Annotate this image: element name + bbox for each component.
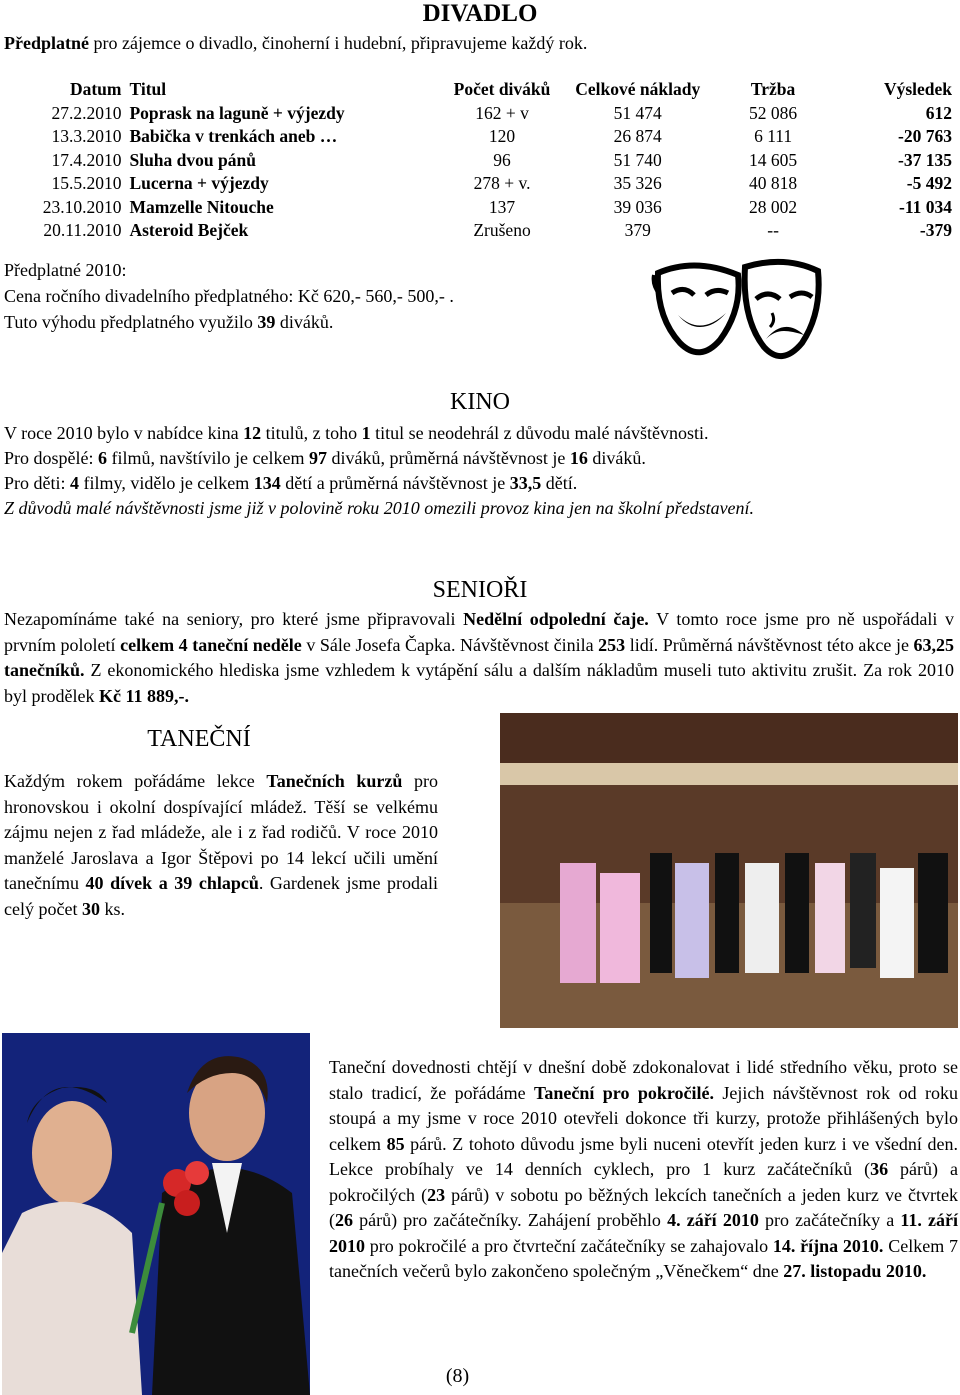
cinema-line-1: V roce 2010 bylo v nabídce kina 12 titulů, z toho 1 titul se neodehrál z důvodu malé návštěvnosti. xyxy=(4,423,709,443)
cell-revenue: 28 002 xyxy=(749,196,798,217)
seniors-paragraph: Nezapomínáme také na seniory, pro které jsme připravovali Nedělní odpolední čaje. V tomto roce jsme pro ně uspořádali v prvním pololetí celkem 4 taneční neděle v Sále Josefa Čapka. Návštěvnost činila 253 lidí. Průměrná návštěvnost této akce je 63,25 tanečníků. Z ekonomického hlediska jsme vzhledem k vytápění sálu a dalším nákladům museli tuto aktivitu zrušit. Za rok 2010 byl prodělek Kč 11 889,-. xyxy=(4,609,955,706)
header-result: Výsledek xyxy=(883,79,952,99)
header-date: Datum xyxy=(69,79,122,99)
cell-revenue: 6 111 xyxy=(754,126,793,146)
cell-date: 23.10.2010 xyxy=(42,196,122,217)
cell-costs: 26 874 xyxy=(613,126,662,146)
theatre-intro-text: pro zájemce o divadlo, činoherní i hudební, připravujeme každý rok. xyxy=(89,33,588,53)
cell-date: 17.4.2010 xyxy=(51,149,122,170)
cell-title: Asteroid Bejček xyxy=(129,220,249,240)
cell-viewers: 278 + v. xyxy=(473,173,531,193)
header-revenue: Tržba xyxy=(750,79,796,99)
subscription-title: Předplatné 2010: xyxy=(4,260,127,280)
dance-paragraph-1: Každým rokem pořádáme lekce Tanečních kurzů pro hronovskou i okolní dospívající mládež. Těší se velkému zájmu nejen z řad mládeže, ale i z řad rodičů. V roce 2010 manželé Jaroslava a Igor Štěpovi po 14 lekcí učili umění tanečnímu 40 dívek a 39 chlapců. Gardenek jsme prodali celý počet 30 ks. xyxy=(4,771,438,919)
seniors-heading xyxy=(0,576,960,604)
cell-costs: 51 740 xyxy=(613,149,662,170)
cell-viewers: 137 xyxy=(488,196,516,217)
cinema-heading xyxy=(0,388,960,416)
cell-revenue: 14 605 xyxy=(749,149,798,170)
cell-date: 13.3.2010 xyxy=(51,126,122,146)
cell-result: -5 492 xyxy=(906,173,952,193)
cell-date: 27.2.2010 xyxy=(51,102,122,123)
cell-title: Sluha dvou pánů xyxy=(129,149,256,170)
cinema-line-2: Pro dospělé: 6 filmů, navštívilo je celkem 97 diváků, průměrná návštěvnost je 16 diváků. xyxy=(4,448,646,468)
theatre-heading: DIVADLO xyxy=(422,0,538,27)
theatre-intro xyxy=(4,32,587,54)
cinema-heading-text: KINO xyxy=(450,389,510,415)
theatre-intro-bold: Předplatné xyxy=(4,33,89,53)
theatre-table xyxy=(4,78,954,243)
cell-viewers: 162 + v xyxy=(475,102,529,123)
cell-revenue: 40 818 xyxy=(749,173,798,193)
ballroom-photo xyxy=(500,713,958,1028)
cell-viewers: Zrušeno xyxy=(473,220,531,240)
subscription-info xyxy=(4,257,454,335)
table-row xyxy=(4,149,954,173)
cell-result: -37 135 xyxy=(898,149,952,170)
page-number: (8) xyxy=(445,1365,470,1387)
cinema-note: Z důvodů malé návštěvnosti jsme již v polovině roku 2010 omezili provoz kina jen na školní představení. xyxy=(4,498,755,518)
subscription-price: Cena ročního divadelního předplatného: Kč 620,- 560,- 500,- . xyxy=(4,286,454,306)
cinema-paragraph xyxy=(4,421,754,521)
cell-title: Babička v trenkách aneb … xyxy=(129,126,338,146)
table-row xyxy=(4,125,954,149)
theatre-masks-icon xyxy=(650,255,825,370)
subscription-used-count: 39 xyxy=(257,312,276,332)
cell-costs: 39 036 xyxy=(613,196,662,217)
cell-title: Lucerna + výjezdy xyxy=(129,173,269,193)
cell-costs: 51 474 xyxy=(613,102,662,123)
table-row xyxy=(4,102,954,126)
cell-viewers: 120 xyxy=(488,126,516,146)
cinema-line-4 xyxy=(4,496,754,521)
subscription-used-text: Tuto výhodu předplatného využilo xyxy=(4,312,258,332)
cell-date: 20.11.2010 xyxy=(43,220,122,240)
table-row xyxy=(4,196,954,220)
ballroom-photo-image xyxy=(500,713,958,1028)
table-row xyxy=(4,172,954,196)
cell-title: Mamzelle Nitouche xyxy=(129,196,274,217)
dance-teachers-photo xyxy=(2,1033,310,1395)
dance-heading xyxy=(0,725,398,753)
cell-result: -20 763 xyxy=(898,126,952,146)
dance-teachers-photo-image xyxy=(2,1033,310,1395)
cell-result: -11 034 xyxy=(899,196,952,217)
dance-paragraph-2: Taneční dovednosti chtějí v dnešní době zdokonalovat i lidé středního věku, proto se stalo tradicí, že pořádáme Taneční pro pokročilé. Jejich návštěvnost rok od roku stoupá a my jsme v roce 2010 otevřeli dokonce tři kurzy, protože přihlášených bylo celkem 85 párů. Z tohoto důvodu jsme byli nuceni otevřít jeden kurz i ve všední den. Lekce probíhaly ve 14 denních cyklech, pro 1 kurz začátečníků (36 párů) a pokročilých (23 párů) v sobotu po běžných lekcích tanečních a jeden kurz ve čtvrtek (26 párů) pro začátečníky. Zahájení proběhlo 4. září 2010 pro začátečníky a 11. září 2010 pro pokročilé a pro čtvrteční začátečníky se zahajovalo 14. října 2010. Celkem 7 tanečních večerů bylo zakončeno společným „Věnečkem“ dne 27. listopadu 2010. xyxy=(329,1057,959,1281)
cell-result: 612 xyxy=(925,102,952,123)
cell-revenue: -- xyxy=(767,220,779,240)
header-title: Titul xyxy=(129,79,167,99)
table-row xyxy=(4,219,954,243)
cell-costs: 379 xyxy=(624,220,651,240)
cell-revenue: 52 086 xyxy=(749,102,798,123)
header-viewers: Počet diváků xyxy=(453,79,551,99)
cell-costs: 35 326 xyxy=(613,173,662,193)
cell-viewers: 96 xyxy=(493,149,511,170)
table-header-row xyxy=(4,78,954,102)
cell-date: 15.5.2010 xyxy=(51,173,122,193)
header-costs: Celkové náklady xyxy=(575,79,701,99)
seniors-heading-text: SENIOŘI xyxy=(432,577,528,603)
subscription-used-suffix: diváků. xyxy=(275,312,334,332)
cinema-line-3: Pro děti: 4 filmy, vidělo je celkem 134 dětí a průměrná návštěvnost je 33,5 dětí. xyxy=(4,473,578,493)
dance-heading-text: TANEČNÍ xyxy=(147,726,251,752)
subscription-used xyxy=(4,309,454,335)
cell-result: -379 xyxy=(919,220,952,240)
cell-title: Poprask na laguně + výjezdy xyxy=(129,102,345,123)
